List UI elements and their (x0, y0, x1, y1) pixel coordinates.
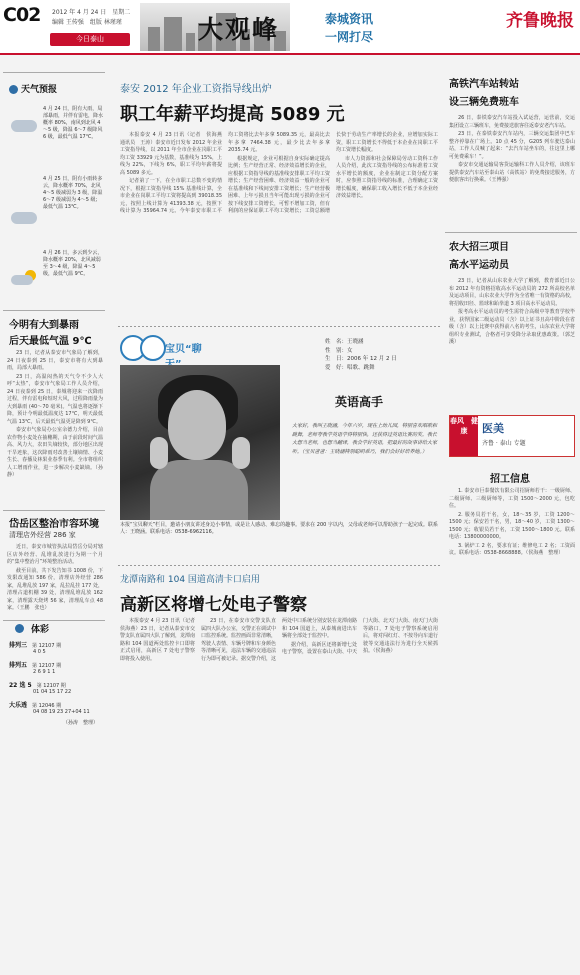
jobs-heading: 招工信息 (490, 474, 530, 485)
middle-column (110, 60, 440, 970)
bus-headline-1: 高铁汽车站转站 (449, 79, 519, 90)
page-code: C02 (3, 4, 41, 26)
salary-headline: 职工年薪平均提高 5089 元 (120, 104, 345, 125)
section-tag: 今日泰山 (50, 33, 130, 46)
baby-profile: 姓 名：王晓涵 性 别：女 生 日：2006 年 12 月 2 日 爱 好：唱歌、跳舞 (325, 339, 397, 371)
rain-cloud-icon (9, 118, 39, 134)
cityscape-article-body: 近日，泰安市城管执法局岱岳分局对辖区店外经营、乱堆乱放进行为期一个月的“集中整治月”环境整治活动。 截至目前，共下发告知书 1008 份，下发限改通知 586 份，清理店外经营 286 家，乱堆乱放 197 家，乱拉乱挂 177 处，清理占道机棚 39 处，清理乱堆乱放 162 家，清理露天烧烤 56 家，清理乱车点 48 家。（王鹏 张也） (7, 544, 103, 611)
cityscape-subheadline: 清理店外经营 286 家 (9, 531, 76, 539)
ad-title: 医美 (482, 422, 504, 435)
lottery-title: 体彩 (31, 625, 50, 635)
lottery-numbers-1: 4 0 5 (33, 649, 46, 655)
editor-credits: 编辑 王传强 组版 林瑾瑾 (52, 19, 122, 26)
lottery-row-2: 排列五 第 12107 期 (9, 662, 62, 669)
newspaper-logo: 齐鲁晚报 (506, 11, 574, 31)
weather-heading: 天气预报 (9, 82, 57, 95)
storm-article-body: 23 日，记者从泰安市气象局了解到，24 日夜泰到 25 日，泰安市将有大到暴雨，局部大暴雨。 23 日，高温闷热的天气令不少人大呼“太热”，泰安市气象局工作人员介绍，24 日夜泰到 25 日，泰城将迎来一次降雨过程，伴有雷电和短时大风，过程降雨量为大到暴雨 (40～70 毫米)。气温也将逐渐下降，预计今明最低温度达 17℃，明天最低气温 13℃，后天最低气温更是降到 9℃。 泰安市气象局办公室余德力介绍，目前农作物小麦处在抽穗期，由于前段时间气温高、风力大，农田失墒较快，部分地区出现干旱迹象，这次降雨对改善土壤墒情、小麦生长、春播及林果业春季有利。全市将组织人工增雨作业，进一步解决小麦缺墒。（孙静） (7, 350, 103, 478)
storm-headline-1: 今明有大到暴雨 (9, 320, 79, 331)
baby-chat-logo: 宝贝“聊 (120, 335, 210, 359)
traffic-headline: 高新区将增七处电子警察 (120, 595, 307, 615)
lottery-row-4: 大乐透 第 12046 期 (9, 702, 62, 709)
masthead-rule (0, 53, 580, 55)
left-column (3, 60, 105, 970)
forecast-day-1: 4 月 24 日，阴有大雨，局部暴雨，并伴有雷电，降水概率 80%，南风到北风 4～5 级，降温 6～7 级降风 6 级，最低气温 17℃。 (43, 106, 104, 140)
baby-column-caption: 本报“宝贝聊天”栏目，邀请小朋友讲述身边小事情，或是让人感动、难忘的趣事。要求在 200 字以内，父母或老师可以帮助孩子一起完成。联系人：王晓涵。联系电话：0538-6962116。 (120, 522, 438, 535)
health-advertisement (449, 415, 575, 457)
university-headline-2: 高水平运动员 (449, 260, 509, 271)
ad-subtitle: 齐鲁 · 泰山 专题 (482, 440, 526, 447)
bus-article-body: 26 日，泰铁泰安汽车站投入试运营，运营前，交运集团设立三辆班车，免费接送旅客往返泰安老汽车站。 23 日，在泰铁泰安汽车站内，三辆交运集团中巴车整齐停靠在广场上。10 点 45 分，G205 列车驶达泰山站，工作人员喊了起来：“去汽车站坐车的，往这里上哪可免费乘车！”。 泰安市交通运输局客货运输科工作人员介绍，该班车提供泰安汽车站至泰山站（高铁站）的免费接送服务，方便旅客出行换乘。（王傅强） (449, 115, 575, 183)
salary-article-body: 本报泰安 4 月 23 日讯（记者 侯海燕 通讯员 王涛）泰安市近日发布 2012 年企业工资指导线，以 2011 年全市企业在岗职工平均工资 33929 元为基数，基准线为 15%，上线为 22%，下线为 6%，职工平均年薪将提高 5089 多元。 记者第了一下，在全市职工总数不变的情况下，根据工资指导线 15% 基准线计算，全市企业在岗职工平均工资将提高到 39018.35 元，按照上线计算为 41393.38 元，按照下线计算为 35964.74 元。今年泰安市职工平均工资将比去年多拿 5089.35 元，最高比去年多拿 7464.38 元，最少比去年多拿 2035.74 元。 根据规定，企业可根据自身实际确定提高比例；生产经营正常、经济效益增长的企业，应根据工资指导线的基准线安排职工平均工资增长；生产经营困难、经济效益一般的企业可在基准线和下线间安排工资增长；生产经营极困难、上年亏损且当年可能出现亏损的企业可按下线安排工资增长，可暂不增加工资，但有利润的应保证职工平均工资增长；工资总额增长快于劳动生产率增长的企业，应增加实际工资，职工工资增长不得低于本企业在岗职工平均工资增长幅度。 市人力资源和社会保障局劳动工资科工作人员介绍，此次工资指导线的公布标准着工资水平增长的额度，企业在制定工资分配方案时，应参照工资指导线的标准，合理确定工资增长幅度，确保职工收入增长不低于本企业经济效益增长。 (120, 132, 438, 214)
publication-date: 2012 年 4 月 24 日 星期二 (52, 9, 131, 16)
university-article-body: 23 日，记者从山东农业大学了解到，教育部近日公布 2012 年有资格招收高水平运动员的 272 所高校名单及运动项目，山东农业大学作为全省唯一有资格的高校，将招收田径、篮球和跆拳道 3 项目高水平运动员。 报考高水平运动员的考生需符合高级中等教育学校毕业，获得国家二级运动员（含）以上证书且高中阶段在省级（含）以上比赛中获得前八名的考生，山东农业大学将组织专业测试，合格者可享受降分录取优惠政策。（郭芝溪） (449, 278, 575, 345)
child-photo (120, 365, 280, 520)
lottery-numbers-3: 01 04 15 17 22 (33, 689, 72, 695)
cityscape-headline: 岱岳区整治市容环境 (9, 519, 99, 530)
lottery-row-3: 22 选 5 第 12107 期 (9, 682, 66, 689)
section-divider (118, 326, 440, 327)
baby-story-title: 英语高手 (335, 395, 384, 409)
lottery-numbers-2: 2 6 9 1 1 (33, 669, 56, 675)
storm-headline-2: 后天最低气温 9℃ (9, 336, 92, 347)
university-headline-1: 农大招三项目 (449, 242, 509, 253)
lottery-bullet-icon (15, 624, 24, 633)
column-brand-subtitle-2: 一网打尽 (325, 30, 374, 44)
jobs-listings: 1. 泰安市巨泰餐饮有限公司招厨师若干：一级厨师、二级厨师、三级厨师等，工资 1500～2000 元，包吃住。 2. 服务员若干名，女，18～35 岁，工资 1200～1500 元；保安若干名，男，18～40 岁，工资 1300～1500 元；收银员若干名，工资 1500～1800 元。联系电话：13800000000。 3. 锅炉工 2 名，要求有证；维修电工 2 名；工资面议。联系电话：0538-8668888。（侯海燕 整理） (449, 488, 575, 556)
lottery-row-1: 排列三 第 12107 期 (9, 642, 62, 649)
section-divider (118, 565, 440, 566)
forecast-day-2: 4 月 25 日，阴有小雨转多云，降水概率 70%，北风 4～5 级减弱为 3 级，降温 6～7 级减弱为 4～5 级；最低气温 13℃。 (43, 176, 103, 210)
rain-cloud-icon (9, 210, 39, 226)
masthead (0, 0, 580, 55)
right-column (445, 60, 577, 970)
weather-bullet-icon (9, 85, 18, 94)
bus-headline-2: 设三辆免费班车 (449, 97, 519, 108)
lottery-credit: （孙涛 整理） (63, 720, 99, 726)
salary-kicker: 泰安 2012 年企业工资指导线出炉 (120, 84, 272, 95)
column-brand-subtitle-1: 泰城资讯 (325, 12, 374, 26)
forecast-day-3: 4 月 26 日，多云到少云，降水概率 20%，北风减弱至 3～4 级，降温 4～5 级，最低气温 9℃。 (43, 250, 103, 277)
column-brand-title: 大观峰 (198, 15, 280, 44)
partly-cloudy-icon (9, 270, 39, 286)
traffic-article-body: 本报泰安 4 月 23 日讯（记者 侯海燕）23 日，记者从泰安市交警支队直属四大队了解到，龙潭南路和 104 国道两处监控卡口即将正式启用，高新区 7 处电子警察即将投入使用。 23 日，在泰安市交警支队直属四大队办公室，交警正在调试中口监控系统。监控画面非常清晰，驾驶人表情、车辆号牌和车身颜色等清晰可见，违法车辆的交通违法行为即可被记录。据交警介绍，这两处中口系统分别安装在龙潭南路和 104 国道上，从泰城南进出车辆将全部处于监控中。 据介绍，高新区还将新增七处电子警察，设置在泰山大街、中天门大街、北天门大街、南天门大街等路口，7 处电子警察系统启用后，将对闯红灯、不按导向车道行驶等交通违法行为进行全天候抓拍。（侯海燕） (120, 618, 439, 662)
ad-badge: 春风 健康 (450, 416, 478, 456)
lottery-numbers-4: 04 08 19 23 27+04 11 (33, 709, 90, 715)
traffic-kicker: 龙潭南路和 104 国道高清卡口启用 (120, 575, 260, 585)
baby-quote: 大家好，我叫王晓涵，今年六岁，现在上幼儿园，特别喜欢唱歌和跳舞，老师夸我学英语学得特别快，还获得过英语比赛的奖。我长大想当老师，也想当翻译，我会学好英语，把最好的故事讲给大家听。（宝贝爸爸：王晓涵特别聪明乖巧，我们会好好培养她。） (292, 423, 438, 455)
